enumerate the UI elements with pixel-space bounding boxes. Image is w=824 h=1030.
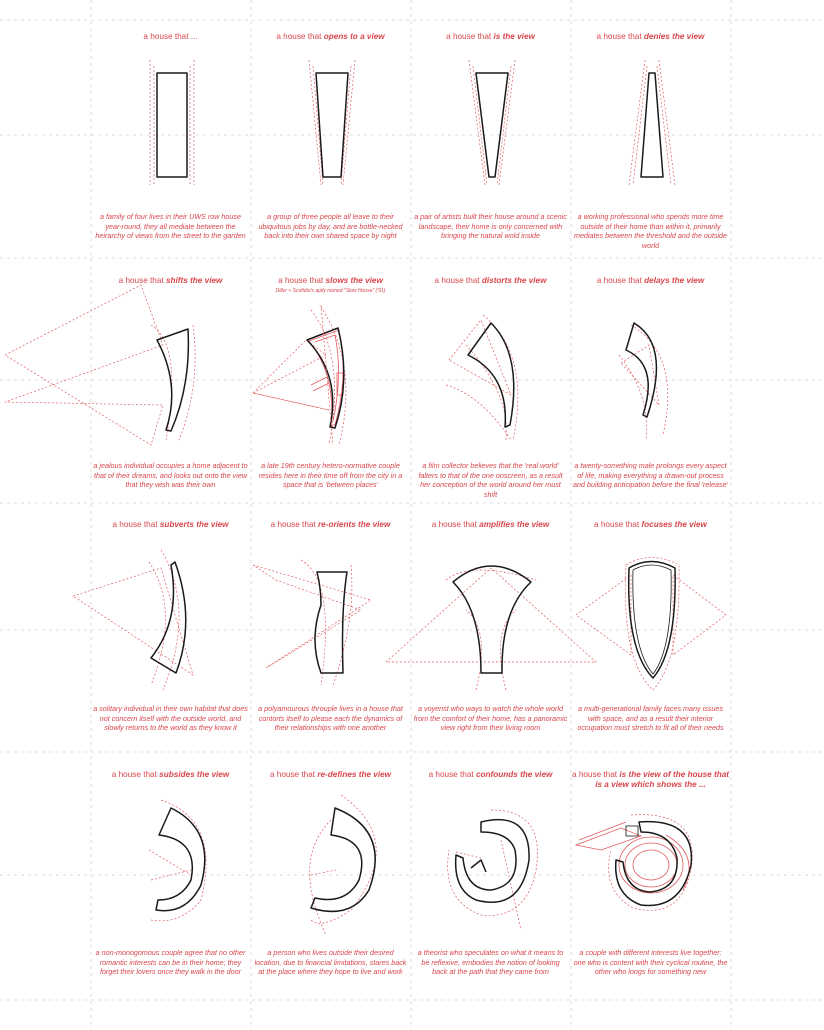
cell-title: a house that distorts the view bbox=[434, 276, 547, 285]
cell-caption: a late 19th century hetero-normative couple resides here in their time off from the city in a space that is 'between places' bbox=[258, 461, 403, 490]
house-plan-drawing bbox=[571, 245, 730, 445]
house-plan-drawing bbox=[251, 490, 410, 690]
cell-title: a house that ... bbox=[143, 32, 198, 41]
house-plan-drawing bbox=[251, 740, 410, 940]
cell-caption: a theorist who speculates on what it means to be reflexive, embodies the notion of looking back at the path that they came from bbox=[417, 948, 564, 977]
cell-caption: a film collector believes that the 'real world' falters to that of the one onscreen, as a result her conception of the world around her must shift bbox=[418, 461, 563, 499]
cell-title: a house that amplifies the view bbox=[431, 520, 550, 529]
cell-title: a house that subsides the view bbox=[111, 770, 230, 779]
cell-caption: a working professional who spends more time outside of their home than within it, primarily mediates between the threshold and the outside world bbox=[573, 212, 728, 250]
house-plan-drawing bbox=[571, 740, 730, 940]
house-plan-drawing bbox=[91, 0, 250, 200]
cell-caption: a non-monogomous couple agree that no other romantic interests can be in their home; they forget their lovers once they walk in the door bbox=[95, 948, 246, 977]
house-plan-drawing bbox=[251, 0, 410, 200]
cell-caption: a jealous individual occupies a home adjacent to that of their dreams, and looks out onto the view that they wish was their own bbox=[93, 461, 248, 490]
house-plan-drawing bbox=[91, 740, 250, 940]
house-plan-drawing bbox=[251, 245, 410, 445]
cell-title: a house that re-orients the view bbox=[270, 520, 391, 529]
house-plan-drawing bbox=[91, 490, 250, 690]
cell-title: a house that delays the view bbox=[596, 276, 705, 285]
cell-title: a house that re-defines the view bbox=[269, 770, 392, 779]
cell-title: a house that slows the view bbox=[278, 276, 383, 285]
cell-caption: a twenty-something male prolongs every aspect of life, making everything a drawn-out process and building anticipation before the final 'release' bbox=[573, 461, 728, 490]
house-plan-drawing bbox=[411, 490, 570, 690]
cell-caption: a couple with different interests live together: one who is content with their cyclical routine, the other who longs for something new bbox=[573, 948, 728, 977]
cell-caption: a person who lives outside their desired location, due to financial limitations, stares back at the place where they hope to live and work bbox=[254, 948, 407, 977]
cell-title: a house that is the view of the house that is a view which shows the ... bbox=[572, 770, 729, 789]
house-plan-drawing bbox=[571, 490, 730, 690]
cell-caption: a pair of artists built their house around a scenic landscape, their home is only concerned with bringing the natural wold inside bbox=[414, 212, 567, 241]
cell-title: a house that shifts the view bbox=[118, 276, 223, 285]
cell-subnote: Diller + Scofidio's aptly named "Slow House" ('91) bbox=[275, 288, 386, 294]
house-plan-drawing bbox=[91, 245, 250, 445]
cell-title: a house that opens to a view bbox=[276, 32, 385, 41]
cell-caption: a voyerist who ways to watch the whole world from the comfort of their home, has a panoramic view right from their living room bbox=[413, 704, 568, 733]
cell-title: a house that is the view bbox=[446, 32, 535, 41]
cell-caption: a group of three people all leave to their ubiquitous jobs by day, and are bottle-necked back into their own shared space by night bbox=[258, 212, 403, 241]
house-plan-drawing bbox=[571, 0, 730, 200]
house-plan-drawing bbox=[411, 245, 570, 445]
cell-title: a house that focuses the view bbox=[594, 520, 707, 529]
house-plan-drawing bbox=[411, 740, 570, 940]
cell-title: a house that denies the view bbox=[596, 32, 705, 41]
house-plan-drawing bbox=[411, 0, 570, 200]
cell-caption: a family of four lives in their UWS row house year-round, they all mediate between the heirarchy of views from the street to the garden bbox=[95, 212, 246, 241]
cell-caption: a solitary individual in their own habitat that does not concern itself with the outside world, and slowly returns to the world as they know it bbox=[93, 704, 248, 733]
cell-caption: a multi-generational family faces many issues with space, and as a result their interior occupation must stretch to fit all of their needs bbox=[577, 704, 724, 733]
cell-title: a house that confounds the view bbox=[428, 770, 553, 779]
cell-caption: a polyamourous throuple lives in a house that contorts itself to please each the dynamics of their relationships with one another bbox=[258, 704, 403, 733]
cell-title: a house that subverts the view bbox=[112, 520, 229, 529]
